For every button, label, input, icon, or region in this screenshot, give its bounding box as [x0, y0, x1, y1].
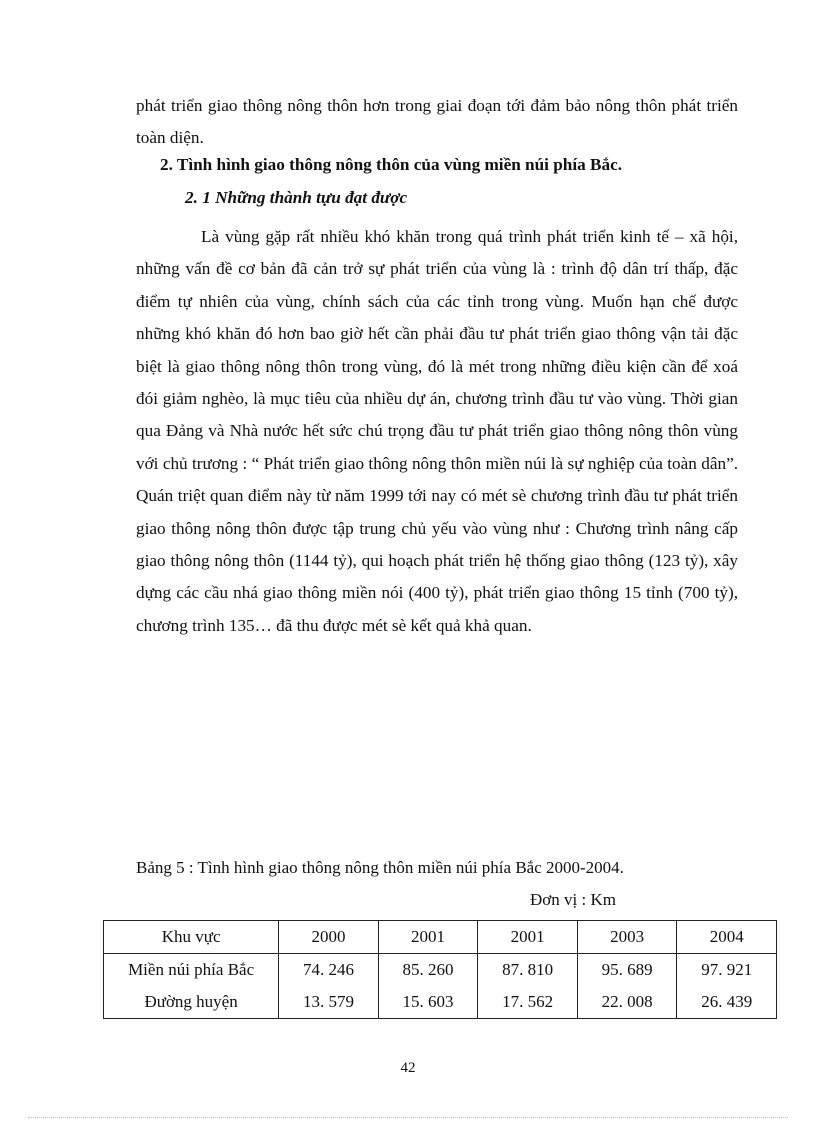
- table-header-cell: 2001: [378, 921, 478, 954]
- table-cell: 74. 246: [279, 954, 379, 986]
- table-header-row: [104, 921, 777, 954]
- page-number: 42: [400, 1060, 416, 1076]
- table-cell: 87. 810: [478, 954, 578, 986]
- section-heading: 2. Tình hình giao thông nông thôn của vùng miền núi phía Bắc.: [160, 155, 623, 174]
- table-row: [104, 954, 777, 986]
- table-header-cell: 2000: [279, 921, 379, 954]
- table-header-cell: 2001: [478, 921, 578, 954]
- table-header-cell: 2004: [677, 921, 777, 954]
- table-cell: 17. 562: [478, 985, 578, 1019]
- table-cell: 26. 439: [677, 985, 777, 1019]
- table-header-cell: Khu vực: [104, 921, 279, 954]
- subsection-heading: 2. 1 Những thành tựu đạt được: [185, 188, 408, 207]
- table-cell: 13. 579: [279, 985, 379, 1019]
- table-unit: Đơn vị : Km: [530, 890, 616, 909]
- table-row: [104, 985, 777, 1019]
- body-paragraph: Là vùng gặp rất nhiều khó khăn trong quá trình phát triển kinh tế – xã hội, những vấn đề cơ bản đã cản trở sự phát triển của vùng là : trình độ dân trí thấp, đặc điểm tự nhiên của vùng, chính sách của các tỉnh trong vùng. Muốn hạn chế được những khó khăn đó hơn bao giờ hết cần phải đầu tư phát triển giao thông vận tải đặc biệt là giao thông nông thôn trong vùng, đó là mét trong những điều kiện cần để xoá đói giảm nghèo, là mục tiêu của nhiều dự án, chương trình đầu tư vào vùng. Thời gian qua Đảng và Nhà nước hết sức chú trọng đầu tư phát triển giao thông nông thôn vùng với chủ trương : “ Phát triển giao thông nông thôn miền núi là sự nghiệp của toàn dân”. Quán triệt quan điểm này từ năm 1999 tới nay có mét sè chương trình đầu tư phát triển giao thông nông thôn được tập trung chủ yếu vào vùng như : Chương trình nâng cấp giao thông nông thôn (1144 tỷ), qui hoạch phát triển hệ thống giao thông (123 tỷ), xây dựng các cầu nhá giao thông miền nói (400 tỷ), phát triển giao thông 15 tỉnh (700 tỷ), chương trình 135… đã thu được mét sè kết quả khả quan.: [136, 227, 738, 635]
- table-header-cell: 2003: [577, 921, 677, 954]
- data-table: [103, 920, 777, 1019]
- table-cell: Đường huyện: [104, 985, 279, 1019]
- table-cell: 97. 921: [677, 954, 777, 986]
- table-cell: 22. 008: [577, 985, 677, 1019]
- table-cell: Miền núi phía Bắc: [104, 954, 279, 986]
- table-cell: 95. 689: [577, 954, 677, 986]
- table-caption: Bảng 5 : Tình hình giao thông nông thôn miền núi phía Bắc 2000-2004.: [136, 858, 624, 877]
- page-bottom-border: [28, 1117, 788, 1118]
- table-cell: 85. 260: [378, 954, 478, 986]
- table-cell: 15. 603: [378, 985, 478, 1019]
- intro-paragraph: phát triển giao thông nông thôn hơn trong giai đoạn tới đảm bảo nông thôn phát triển toàn diện.: [136, 96, 738, 148]
